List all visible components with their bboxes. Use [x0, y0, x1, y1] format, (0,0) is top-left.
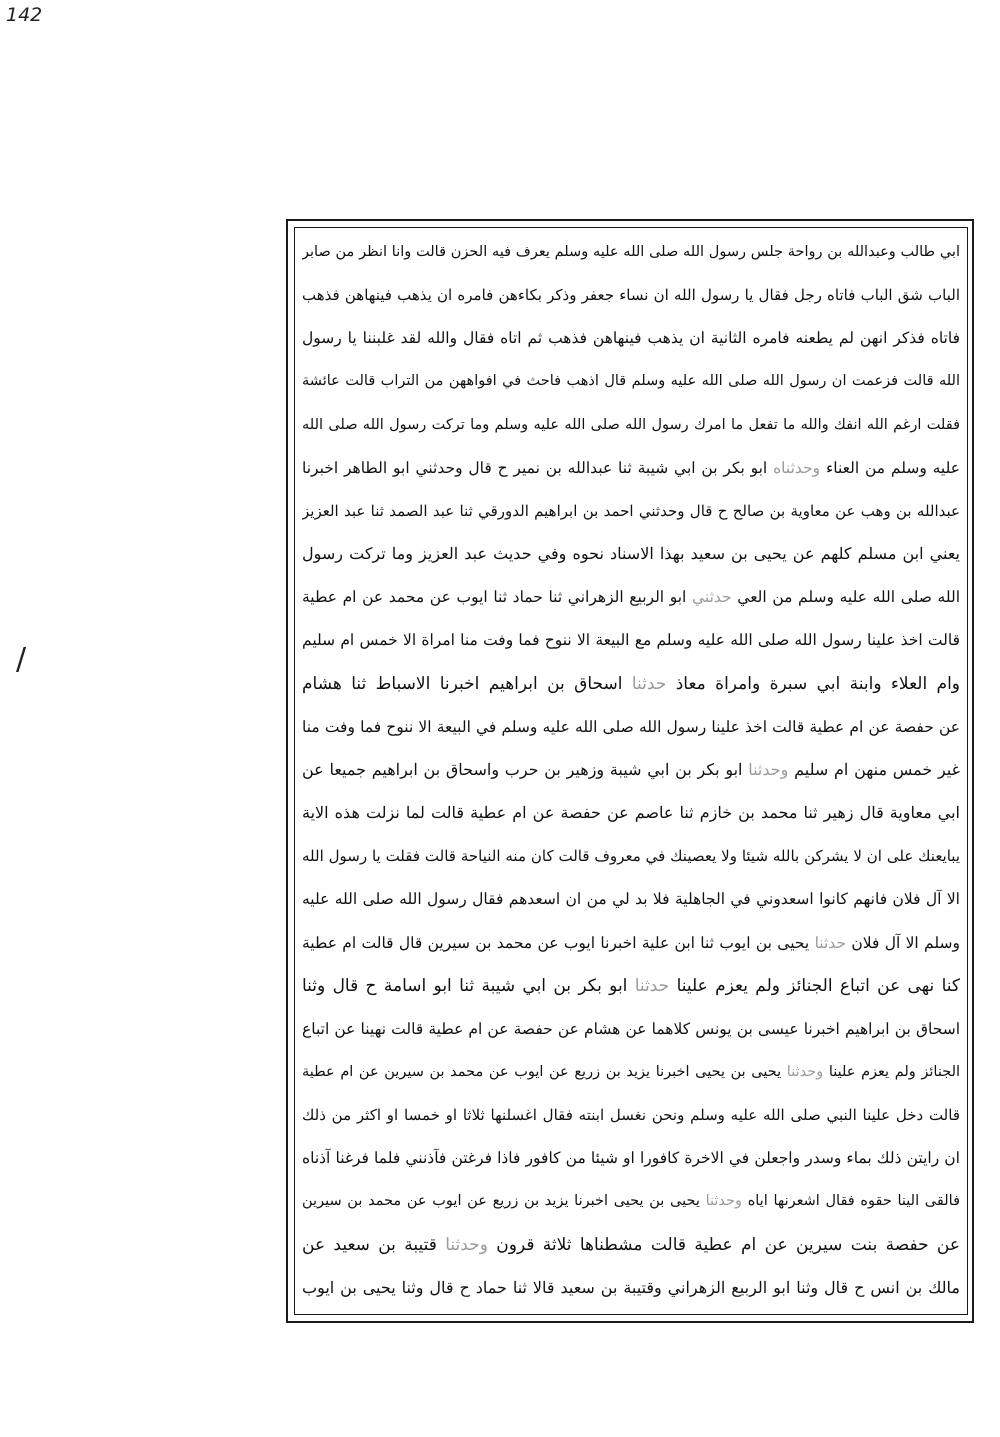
- line-text: الجنائز ولم يعزم علينا: [828, 1063, 960, 1080]
- line-text: قالت دخل علينا النبي صلى الله عليه وسلم ونحن نغسل ابنته فقال اغسلنها ثلاثا او خمسا او اكثر من ذلك: [302, 1106, 960, 1125]
- line-text-continued: ابو بكر بن ابي شيبة وزهير بن حرب واسحاق بن ابراهيم جميعا عن: [302, 759, 743, 779]
- line-text: وسلم الا آل فلان: [851, 933, 960, 952]
- manuscript-line: [302, 966, 960, 1006]
- manuscript-line: [302, 620, 960, 660]
- manuscript-line: [302, 1225, 960, 1265]
- line-text: غير خمس منهن ام سليم: [794, 759, 960, 779]
- line-text-continued: يحيى بن ايوب ثنا ابن علية اخبرنا ايوب عن محمد بن سيرين قال قالت ام عطية: [302, 933, 810, 952]
- line-text-continued: ابو الربيع الزهراني ثنا حماد ثنا ايوب عن محمد عن ام عطية: [302, 588, 687, 607]
- line-text: عبدالله بن وهب عن معاوية بن صالح ح قال وحدثني احمد بن ابراهيم الدورقي ثنا عبد الصمد ثنا عبد العزيز: [302, 501, 960, 520]
- line-text: اسحاق بن ابراهيم اخبرنا عيسى بن يونس كلاهما عن هشام عن حفصة عن ام عطية قالت نهينا عن اتباع: [302, 1019, 960, 1038]
- manuscript-line: [302, 577, 960, 617]
- line-text: عن حفصة بنت سيرين عن ام عطية قالت مشطناها ثلاثة قرون: [496, 1234, 960, 1255]
- line-text-continued: ابو بكر بن ابي شيبة ثنا ابو اسامة ح قال وثنا: [302, 975, 628, 996]
- isnad-heading: حدثنا: [631, 673, 667, 694]
- line-text: كنا نهى عن اتباع الجنائز ولم يعزم علينا: [676, 975, 960, 996]
- line-text: عليه وسلم من العناء: [825, 458, 960, 477]
- manuscript-line: [302, 405, 960, 445]
- manuscript-line: [302, 793, 960, 833]
- manuscript-line: [302, 836, 960, 876]
- line-text: يعني ابن مسلم كلهم عن يحيى بن سعيد بهذا الاسناد نحوه وفي حديث عبد العزيز وما تركت رسول: [302, 544, 960, 564]
- manuscript-line: [302, 1009, 960, 1049]
- manuscript-line: [302, 664, 960, 704]
- line-text: ابي طالب وعبدالله بن رواحة جلس رسول الله صلى الله عليه وسلم يعرف فيه الحزن قالت وانا انظر من صابر: [302, 244, 960, 260]
- line-text: قالت اخذ علينا رسول الله صلى الله عليه وسلم مع البيعة الا ننوح فما وفت منا امراة الا خمس ام سليم: [302, 631, 960, 650]
- isnad-heading: وحدثنا: [445, 1234, 488, 1255]
- isnad-heading: حدثنا: [814, 933, 846, 952]
- manuscript-line: [302, 275, 960, 315]
- manuscript-line: [302, 318, 960, 358]
- line-text-continued: يحيى بن يحيى اخبرنا يزيد بن زريع عن ايوب عن محمد بن سيرين: [302, 1193, 700, 1210]
- isnad-heading: حدثنا: [634, 975, 670, 996]
- line-text-continued: اسحاق بن ابراهيم اخبرنا الاسباط ثنا هشام: [302, 673, 623, 694]
- isnad-heading: وحدثناه: [773, 458, 821, 477]
- line-text: فقلت ارغم الله انفك والله ما تفعل ما امرك رسول الله صلى الله عليه وسلم وما تركت رسول الله صلى الله: [302, 416, 960, 433]
- margin-mark: /: [16, 642, 27, 677]
- manuscript-text-block: [302, 232, 960, 1308]
- manuscript-line: [302, 448, 960, 488]
- manuscript-line: [302, 1181, 960, 1221]
- isnad-heading: حدثني: [692, 588, 732, 607]
- manuscript-line: [302, 1095, 960, 1135]
- manuscript-line: [302, 707, 960, 747]
- manuscript-line: [302, 1268, 960, 1308]
- line-text: ابي معاوية قال زهير ثنا محمد بن خازم ثنا عاصم عن حفصة عن ام عطية قالت لما نزلت هذه الاية: [302, 803, 960, 823]
- folio-number: 142: [6, 4, 43, 26]
- manuscript-line: [302, 361, 960, 401]
- line-text: فالقى الينا حقوه فقال اشعرنها اياه: [747, 1193, 960, 1210]
- line-text-continued: يحيى بن يحيى اخبرنا يزيد بن زريع عن ايوب عن محمد بن سيرين عن ام عطية: [302, 1063, 782, 1080]
- line-text: الباب شق الباب فاتاه رجل فقال يا رسول الله ان نساء جعفر وذكر بكاءهن فامره ان يذهب فينهاهن فذهب: [302, 286, 960, 305]
- isnad-heading: وحدثنا: [705, 1193, 742, 1210]
- line-text: ان رايتن ذلك بماء وسدر واجعلن في الاخرة كافورا او شيئا من كافور فاذا فرغتن فآذنني فلما فرغنا آذناه: [302, 1149, 960, 1168]
- line-text: عن حفصة عن ام عطية قالت اخذ علينا رسول الله صلى الله عليه وسلم في البيعة الا ننوح فما وفت منا: [302, 717, 960, 736]
- line-text-continued: ابو بكر بن ابي شيبة ثنا عبدالله بن نمير ح قال وحدثني ابو الطاهر اخبرنا: [302, 458, 768, 477]
- line-text: يبايعنك على ان لا يشركن بالله شيئا ولا يعصينك في معروف قالت كان منه النياحة قالت فقلت يا رسول الله: [302, 847, 960, 866]
- line-text: فاتاه فذكر انهن لم يطعنه فامره الثانية ان يذهب فينهاهن فذهب ثم اتاه فقال والله لقد غلبننا يا رسول: [302, 329, 960, 348]
- line-text: الا آل فلان فانهم كانوا اسعدوني في الجاهلية فلا بد لي من ان اسعدهم فقال رسول الله صلى الله عليه: [302, 890, 960, 909]
- manuscript-line: [302, 879, 960, 919]
- manuscript-line: [302, 1138, 960, 1178]
- manuscript-line: [302, 534, 960, 574]
- line-text: مالك بن انس ح قال وثنا ابو الربيع الزهراني وقتيبة بن سعيد قالا ثنا حماد ح قال وثنا يحيى بن ايوب: [302, 1277, 960, 1297]
- isnad-heading: وحدثنا: [786, 1063, 824, 1080]
- manuscript-line: [302, 923, 960, 963]
- line-text: الله صلى الله عليه وسلم من العي: [737, 588, 960, 607]
- line-text-continued: قتيبة بن سعيد عن: [302, 1234, 437, 1255]
- line-text: الله قالت فزعمت ان رسول الله صلى الله عليه وسلم قال اذهب فاحث في افواههن من التراب قالت عائشة: [302, 373, 960, 390]
- manuscript-line: [302, 491, 960, 531]
- line-text: وام العلاء وابنة ابي سبرة وامراة معاذ: [675, 673, 960, 694]
- manuscript-line: [302, 1052, 960, 1092]
- isnad-heading: وحدثنا: [748, 759, 789, 779]
- manuscript-line: [302, 232, 960, 272]
- manuscript-line: [302, 750, 960, 790]
